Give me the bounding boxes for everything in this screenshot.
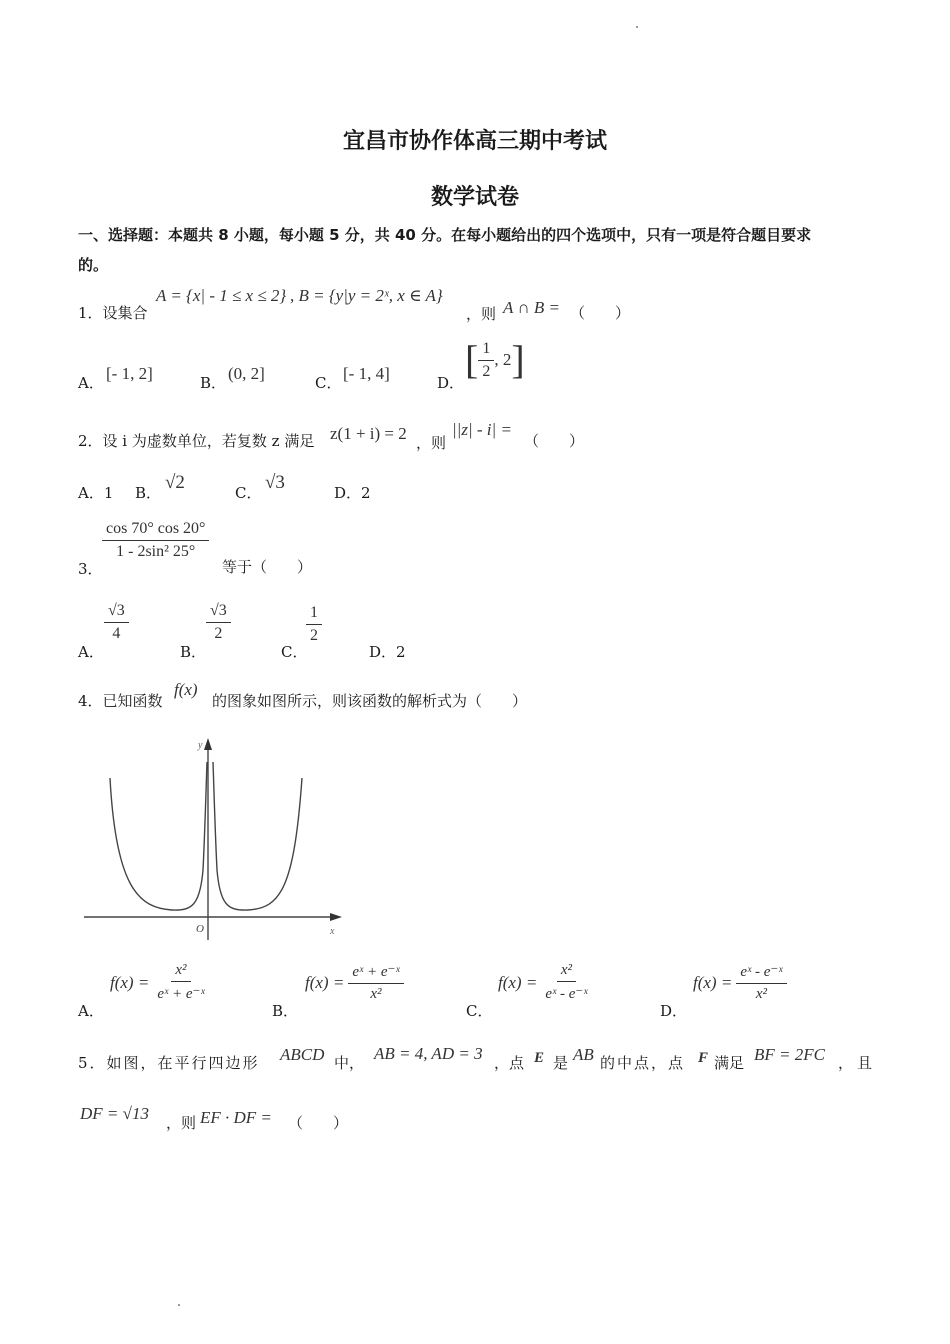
q1-option-b-value: (0, 2] [228,364,265,383]
q5-ab: AB [573,1045,594,1064]
left-branch-curve [110,762,207,910]
q1-option-c-label: C． [315,374,342,392]
q4-func: f(x) [174,680,198,699]
q3-option-c-label: C． [281,643,308,661]
q5-tail: ，且 [838,1054,877,1072]
q5-mid5: 满足 [714,1054,745,1072]
q4-option-d-value [693,962,787,1003]
q1-option-d-value: [ $\frac{1}{2}$ , 2 ] [465,337,525,382]
q4-option-a-value [110,962,209,1003]
q4-b-den: x² [370,986,382,1002]
q5-prefix: 5．如图，在平行四边形 [78,1054,260,1072]
q4-a-lhs: f(x) = [110,972,150,992]
q3-option-d: D．2 [369,643,406,661]
q3-option-a-label: A． [78,643,104,661]
q1-option-a-label: A． [78,374,104,392]
q2-expr: ||z| - i| = [452,420,512,439]
origin-label: O [196,923,204,935]
q4-d-num: eˣ - e⁻ˣ [736,962,786,984]
q1-d-tail: , 2 [494,350,512,369]
q4-d-lhs: f(x) = [693,972,733,992]
q5-df: DF = √13 [80,1104,149,1123]
q4-option-a-label: A． [78,1002,104,1020]
q1-option-a-value: [- 1, 2] [106,364,153,383]
q5-mid3: 是 [553,1054,569,1072]
q4-option-b-value [305,962,404,1003]
q5-paren: （ ） [288,1114,349,1132]
q3-option-b-label: B． [180,643,207,661]
q3-a-num: √3 [104,602,129,623]
q5-mid4: 的中点，点 [600,1054,686,1072]
q4-option-c-value [498,962,592,1003]
q4-a-den: eˣ + e⁻ˣ [157,986,205,1002]
q3-option-a-value [104,602,129,643]
q3-b-num: √3 [206,602,231,623]
corner-dot-bottom [178,1304,180,1306]
q5-abcd: ABCD [280,1045,325,1064]
q3-c-num: 1 [306,604,322,625]
q5-bf: BF = 2FC [754,1045,825,1064]
q2-paren: （ ） [524,432,585,450]
q4-b-num: eˣ + e⁻ˣ [348,962,403,984]
q1-option-c-value: [- 1, 4] [343,364,390,383]
q1-option-d-label: D． [437,374,465,392]
q3-a-den: 4 [112,625,121,642]
q2-option-b-label: B． [135,484,162,502]
q3-b-den: 2 [214,625,223,642]
q2-option-c-value: √3 [265,472,285,493]
q4-function-graph [80,730,350,950]
section-heading-line2: 的。 [78,256,109,274]
q4-c-den: eˣ - e⁻ˣ [545,986,588,1002]
q4-option-c-label: C． [466,1002,493,1020]
q1-expr: A ∩ B = [503,298,560,317]
q1-prefix: 1．设集合 [78,304,148,322]
q4-a-num: x² [171,962,190,982]
q3-numerator: cos 70° cos 20° [102,520,209,541]
q5-dot-product: EF · DF = [200,1108,272,1127]
q3-option-b-value [206,602,231,643]
q2-option-a: A．1 [78,484,114,502]
q4-option-b-label: B． [272,1002,299,1020]
right-branch-curve [213,762,302,910]
q3-label: 3． [78,560,103,578]
q4-prefix: 4．已知函数 [78,692,163,710]
q4-b-lhs: f(x) = [305,972,345,992]
q1-set-a: A = {x| - 1 ≤ x ≤ 2} [156,286,287,305]
q1-d-den: 2 [482,362,491,380]
y-axis-label: y [198,740,203,751]
x-axis-label: x [330,926,335,937]
q2-option-b-value: √2 [165,472,185,493]
q5-mid1: 中， [334,1054,365,1072]
q5-line2-mid: ，则 [166,1114,197,1132]
q3-c-den: 2 [310,627,318,644]
q4-option-d-label: D． [660,1002,688,1020]
q1-suffix: ，则 [466,305,497,323]
q4-c-lhs: f(x) = [498,972,538,992]
corner-dot-top [636,26,638,28]
q5-point-e: E [534,1050,545,1066]
q3-option-c-value [306,604,322,645]
q2-prefix: 2．设 i 为虚数单位，若复数 z 满足 [78,432,315,450]
q2-option-c-label: C． [235,484,262,502]
q2-mid: ，则 [416,434,447,452]
q4-suffix: 的图象如图所示，则该函数的解析式为（ ） [212,692,528,710]
q3-suffix: 等于（ ） [222,558,313,576]
q4-c-num: x² [557,962,576,982]
x-axis-arrow [330,913,342,921]
q1-set-b: , B = {y|y = 2ˣ, x ∈ A} [290,286,443,305]
q3-denominator: 1 - 2sin² 25° [116,543,196,560]
q4-d-den: x² [755,986,767,1002]
q1-paren: （ ） [570,304,631,322]
y-axis-arrow [204,738,212,750]
page-subtitle: 数学试卷 [430,185,519,210]
q3-fraction [102,520,209,561]
q5-lengths: AB = 4, AD = 3 [374,1044,483,1063]
page-title: 宜昌市协作体高三期中考试 [342,129,607,154]
q2-condition: z(1 + i) = 2 [330,424,407,443]
q1-d-num: 1 [478,340,494,361]
q1-option-b-label: B． [200,374,227,392]
section-heading-line1: 一、选择题：本题共 8 小题，每小题 5 分，共 40 分。在每小题给出的四个选项中，只有一项是符合题目要求 [78,226,812,244]
q2-option-d: D．2 [334,484,371,502]
q5-mid2: ，点 [494,1054,525,1072]
q5-point-f: F [698,1050,709,1066]
